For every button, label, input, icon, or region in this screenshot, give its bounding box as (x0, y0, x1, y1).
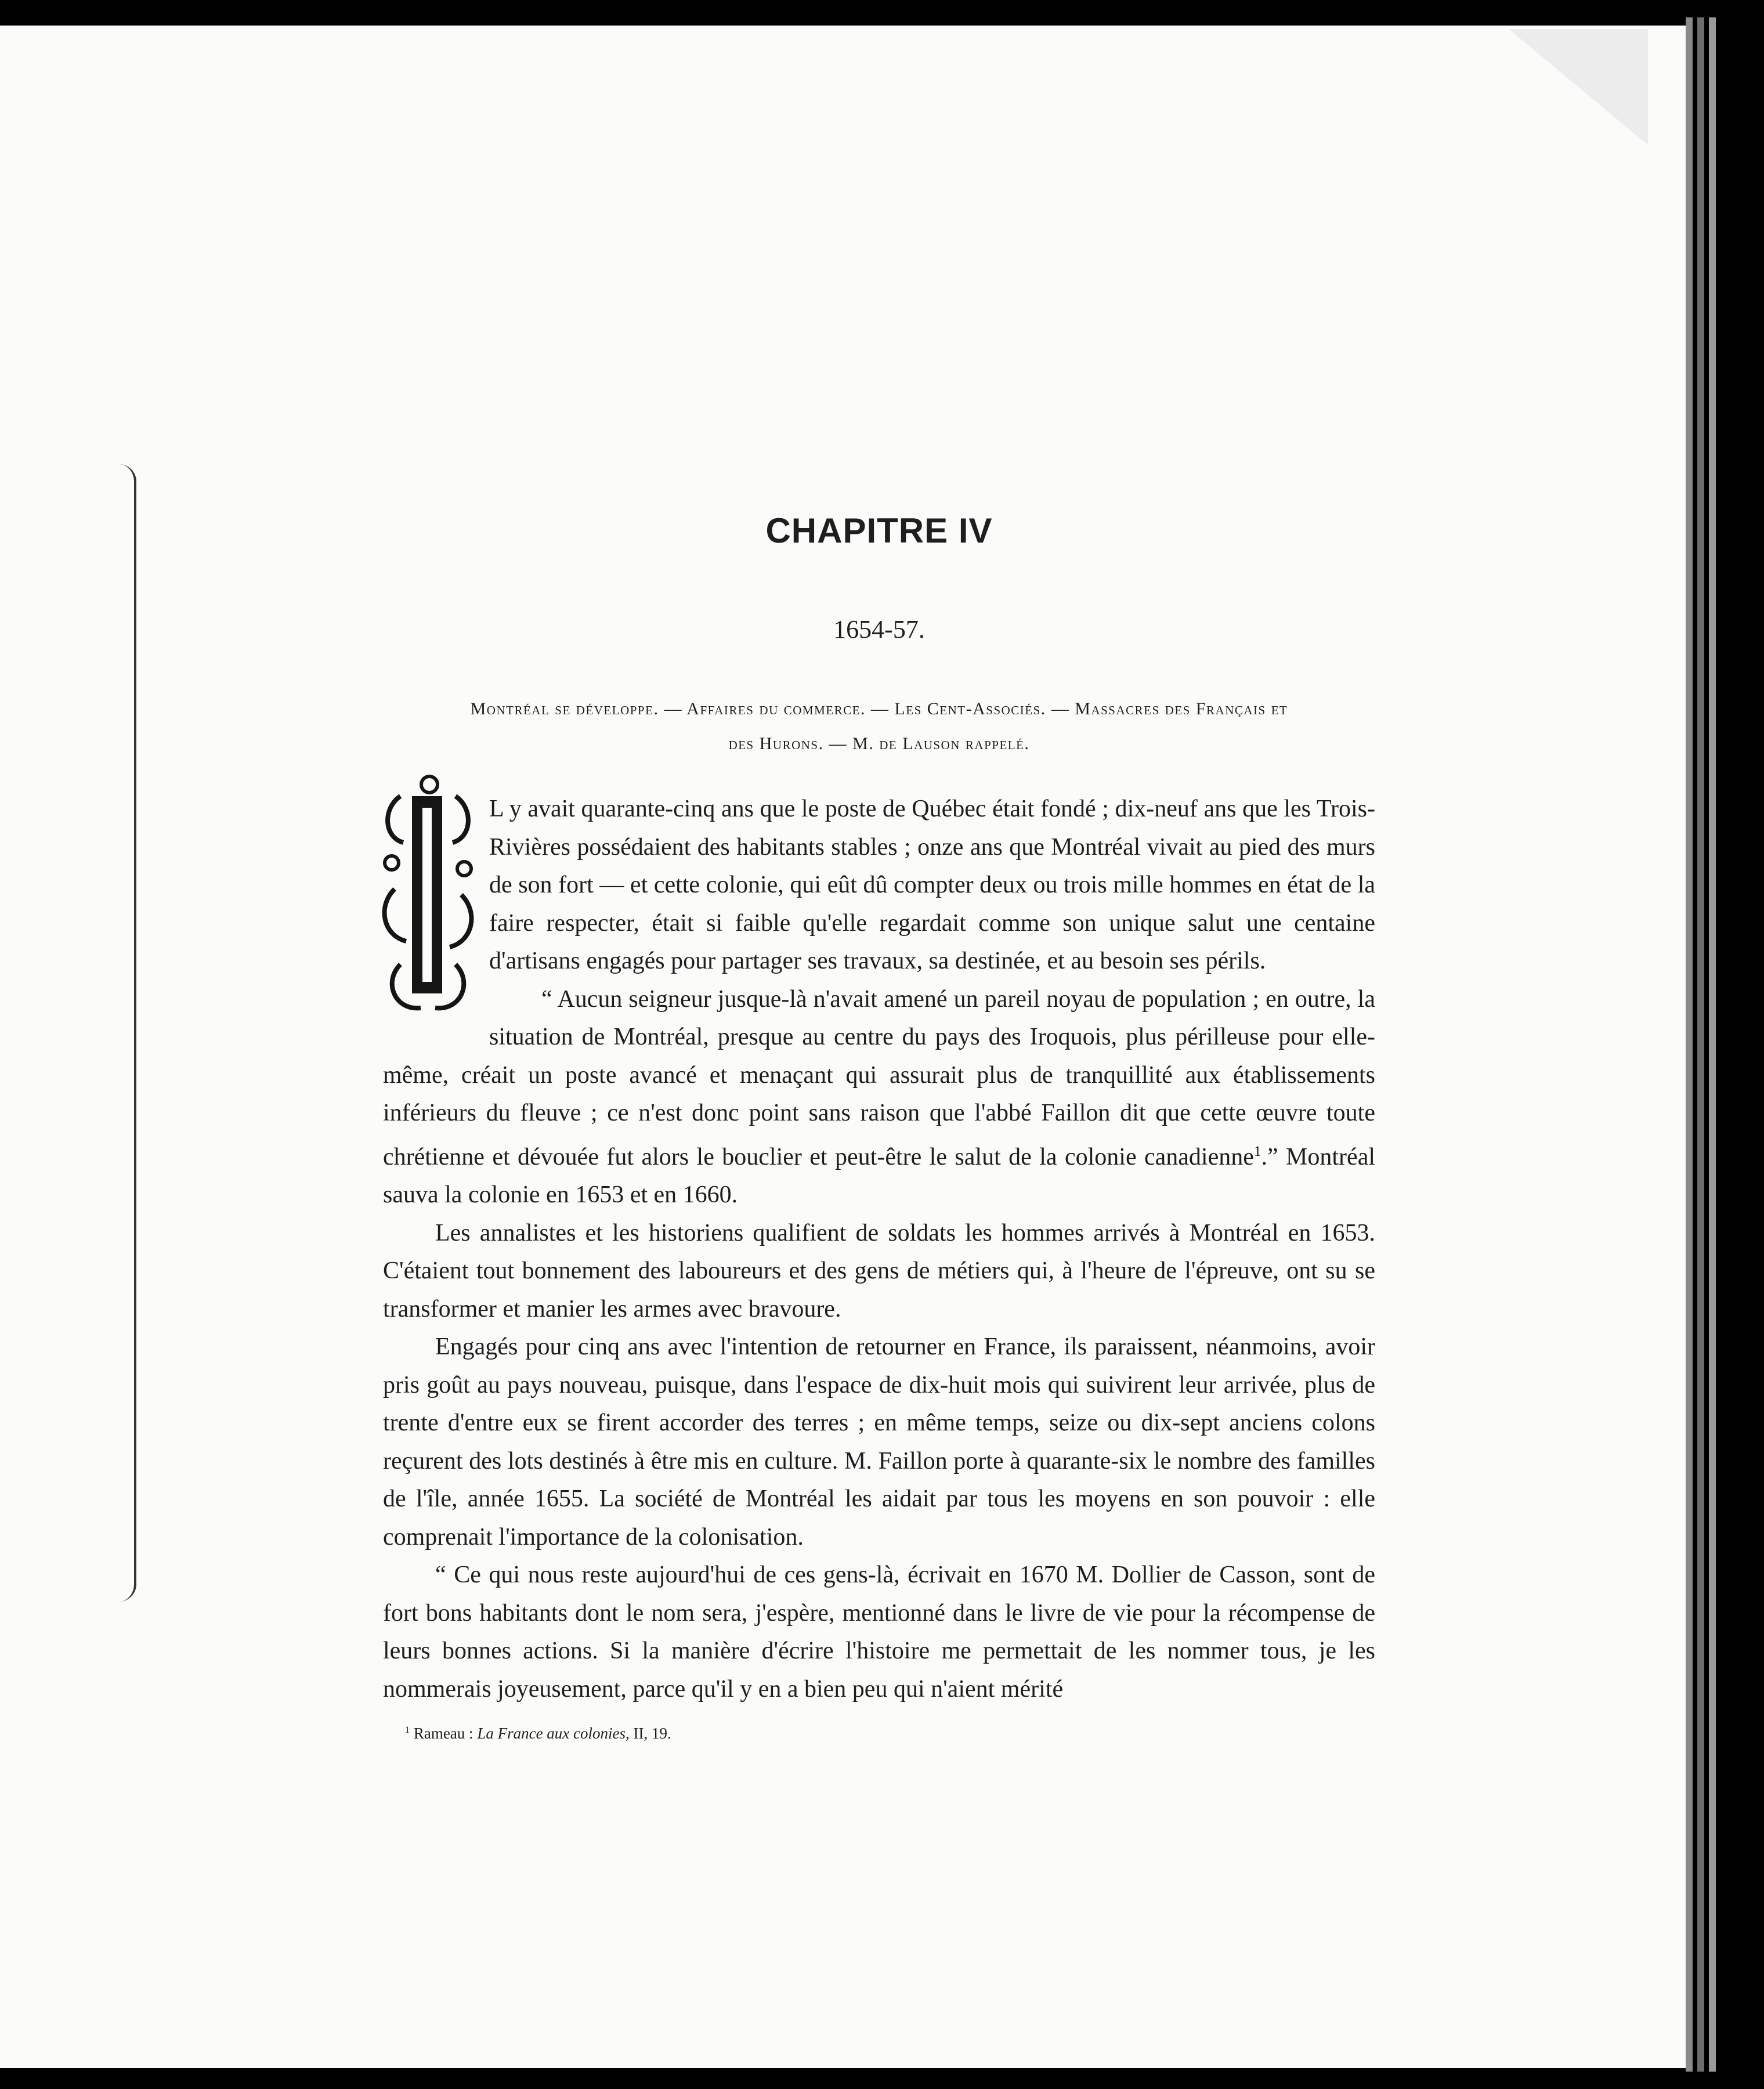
summary-line: des Hurons. — M. de Lauson rappelé. (728, 734, 1030, 753)
footnote-ref: , II, 19. (626, 1725, 671, 1742)
corner-fold (1509, 29, 1648, 145)
paragraph: “ Ce qui nous reste aujourd'hui de ces gens-là, écrivait en 1670 M. Dollier de Casson, sont de fort bons habitants dont le nom sera, j'espère, mentionné dans le livre de vie pour la récompense de leurs bonnes actions. Si la manière d'écrire l'histoire me permettait de les nommer tous, je les nommerais joyeusement, parce qu'il y en a bien peu qui n'aient mérité (383, 1562, 1375, 1703)
page-edge-strip (1697, 17, 1704, 2072)
summary-line: Montréal se développe. — Affaires du commerce. — Les Cent-Associés. — Massacres des Français et (470, 699, 1288, 718)
footnote-mark: 1 (1253, 1143, 1261, 1159)
chapter-summary (383, 692, 1375, 761)
paragraph: Engagés pour cinq ans avec l'intention de retourner en France, ils paraissent, néanmoins, avoir pris goût au pays nouveau, puisque, dans l'espace de dix-huit mois qui suivirent leur arrivée, plus de trente d'entre eux se firent accorder des terres ; en même temps, seize ou dix-sept anciens colons reçurent des lots destinés à être mis en culture. M. Faillon porte à quarante-six le nombre des familles de l'île, année 1655. La société de Montréal les aidait par tous les moyens en son pouvoir : elle comprenait l'importance de la colonisation. (383, 1333, 1375, 1551)
binding-cord (119, 464, 136, 1602)
ornamental-dropcap-icon (377, 773, 479, 1022)
paragraph: Les annalistes et les historiens qualifient de soldats les hommes arrivés à Montréal en 1653. C'étaient tout bonnement des laboureurs et des gens de métiers qui, à l'heure de l'épreuve, ont su se transformer et manier les armes avec bravoure. (383, 1219, 1375, 1322)
chapter-title: CHAPITRE IV (765, 511, 993, 550)
footnote (383, 1725, 1375, 1743)
chapter-years: 1654-57. (833, 615, 925, 644)
chapter-body (383, 790, 1375, 1708)
paragraph: L y avait quarante-cinq ans que le poste de Québec était fondé ; dix-neuf ans que les Trois-Rivières possédaient des habitants stables ; onze ans que Montréal vivait au pied des murs de son fort — et cette colonie, qui eût dû compter deux ou trois mille hommes en état de la faire respecter, était si faible qu'elle regardait comme son unique salut une centaine d'artisans engagés pour partager ses travaux, sa destinée, et au besoin ses périls. (489, 796, 1375, 974)
paragraph-text: .” Montréal sauva la colonie en 1653 et en 1660. (383, 1143, 1375, 1208)
footnote-author: Rameau : (413, 1725, 478, 1742)
page-content (383, 511, 1375, 1743)
paragraph (383, 981, 1375, 1215)
paragraph-text: “ Aucun seigneur jusque-là n'avait amené un pareil noyau de population ; en outre, la situation de Montréal, presque au centre du pays des Iroquois, plus périlleuse pour elle-même, créait un poste avancé et menaçant qui assurait plus de tranquillité aux établissements inférieurs du fleuve ; ce n'est donc point sans raison que l'abbé Faillon dit que cette œuvre toute chrétienne et dévouée fut alors le bouclier et peut-être le salut de la colonie canadienne (383, 985, 1375, 1170)
page-edge-strip (1709, 17, 1716, 2072)
footnote-work: La France aux colonies (477, 1725, 626, 1742)
footnote-mark: 1 (405, 1725, 410, 1735)
page-edge-strip (1686, 17, 1693, 2072)
